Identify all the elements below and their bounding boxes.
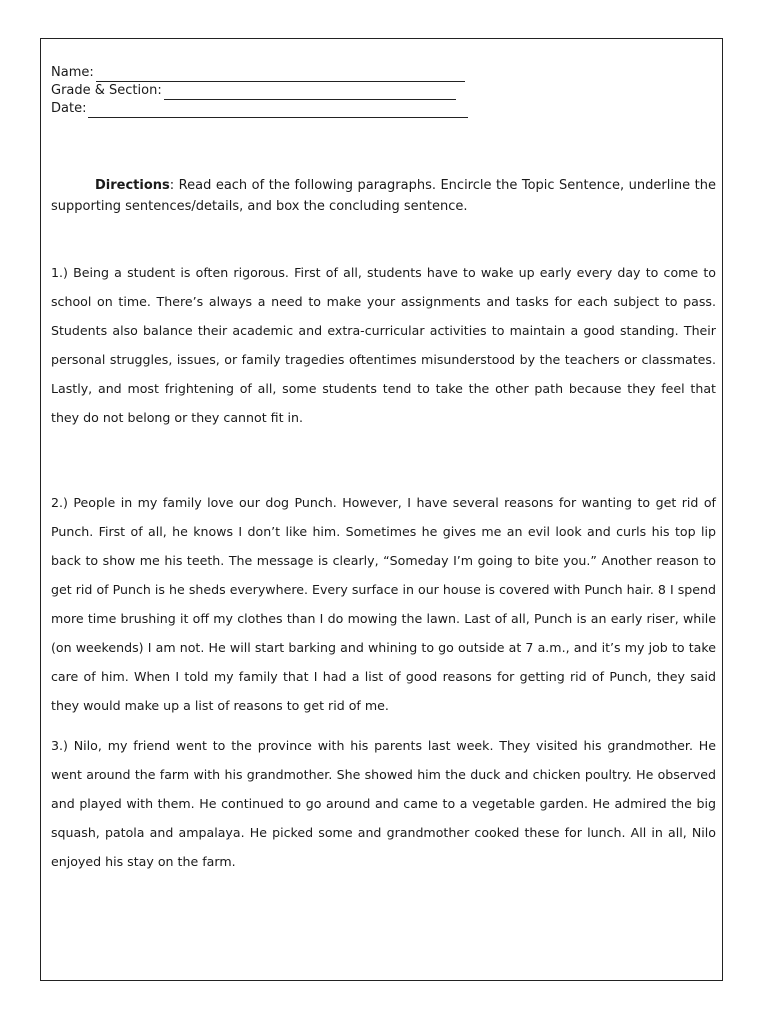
date-label: Date: bbox=[51, 101, 87, 116]
directions-text: : Read each of the following paragraphs. Encircle the Topic Sentence, underline the supporting sentences/details, and box the concluding sentence. bbox=[51, 178, 716, 214]
directions-label: Directions bbox=[95, 178, 170, 193]
name-row bbox=[51, 64, 468, 82]
date-row bbox=[51, 100, 468, 118]
student-info-header bbox=[51, 64, 468, 118]
grade-section-label: Grade & Section: bbox=[51, 83, 162, 98]
name-blank-line bbox=[96, 68, 465, 82]
paragraph-2: 2.) People in my family love our dog Punch. However, I have several reasons for wanting to get rid of Punch. First of all, he knows I don’t like him. Sometimes he gives me an evil look and curls his top lip back to show me his teeth. The message is clearly, “Someday I’m going to bite you.” Another reason to get rid of Punch is he sheds everywhere. Every surface in our house is covered with Punch hair. 8 I spend more time brushing it off my clothes than I do mowing the lawn. Last of all, Punch is an early riser, while (on weekends) I am not. He will start barking and whining to go outside at 7 a.m., and it’s my job to take care of him. When I told my family that I had a list of good reasons for getting rid of Punch, they said they would make up a list of reasons to get rid of me. bbox=[51, 495, 716, 713]
grade-section-row bbox=[51, 82, 468, 100]
date-blank-line bbox=[88, 104, 468, 118]
directions bbox=[51, 175, 716, 217]
grade-section-blank-line bbox=[164, 86, 456, 100]
paragraph-1: 1.) Being a student is often rigorous. First of all, students have to wake up early every day to come to school on time. There’s always a need to make your assignments and tasks for each subject to pass. Students also balance their academic and extra-curricular activities to maintain a good standing. Their personal struggles, issues, or family tragedies oftentimes misunderstood by the teachers or classmates. Lastly, and most frightening of all, some students tend to take the other path because they feel that they do not belong or they cannot fit in. bbox=[51, 265, 716, 425]
paragraph-3: 3.) Nilo, my friend went to the province with his parents last week. They visited his grandmother. He went around the farm with his grandmother. She showed him the duck and chicken poultry. He observed and played with them. He continued to go around and came to a vegetable garden. He admired the big squash, patola and ampalaya. He picked some and grandmother cooked these for lunch. All in all, Nilo enjoyed his stay on the farm. bbox=[51, 738, 716, 869]
name-label: Name: bbox=[51, 65, 94, 80]
